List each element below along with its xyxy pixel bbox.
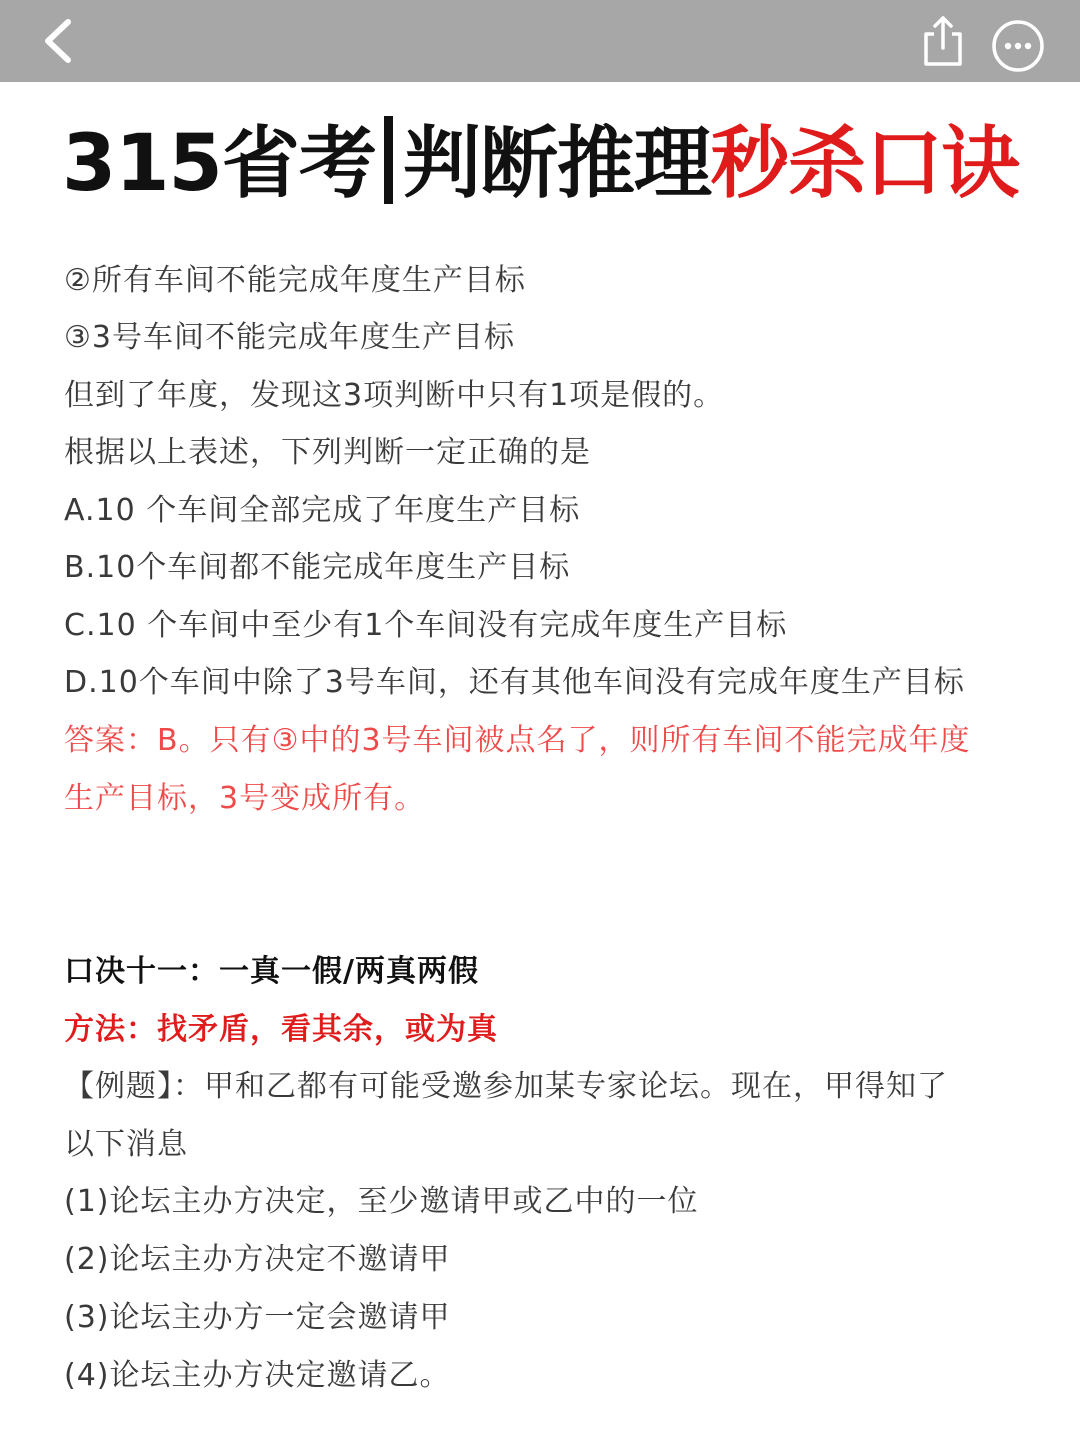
- example-item-2: (2)论坛主办方决定不邀请甲: [64, 1242, 451, 1277]
- example-line-1: 【例题】：甲和乙都有可能受邀参加某专家论坛。现在，甲得知了: [64, 1069, 948, 1104]
- statement-3: ③3号车间不能完成年度生产目标: [64, 320, 515, 355]
- top-navigation-bar: [0, 0, 1080, 82]
- option-d: D.10个车间中除了3号车间，还有其他车间没有完成年度生产目标: [64, 665, 965, 700]
- answer-line-1: 答案：B。只有③中的3号车间被点名了，则所有车间不能完成年度: [64, 723, 971, 758]
- example-item-4: (4)论坛主办方决定邀请乙。: [64, 1358, 451, 1393]
- premise-text: 但到了年度，发现这3项判断中只有1项是假的。: [64, 378, 725, 413]
- example-item-3: (3)论坛主办方一定会邀请甲: [64, 1300, 451, 1335]
- method-text: 方法：找矛盾，看其余，或为真: [64, 1012, 498, 1047]
- statement-2: ②所有车间不能完成年度生产目标: [64, 263, 526, 298]
- example-line-2: 以下消息: [64, 1127, 188, 1162]
- example-item-1: (1)论坛主办方决定，至少邀请甲或乙中的一位: [64, 1184, 699, 1219]
- chevron-left-icon[interactable]: [34, 16, 84, 66]
- title-part2: 判断推理: [402, 119, 711, 209]
- share-icon[interactable]: [916, 14, 970, 68]
- option-c: C.10 个车间中至少有1个车间没有完成年度生产目标: [64, 608, 788, 643]
- answer-line-2: 生产目标，3号变成所有。: [64, 781, 426, 816]
- title-divider: [384, 116, 393, 204]
- section-heading: 口决十一：一真一假/两真两假: [64, 954, 479, 989]
- title-highlight: 秒杀口诀: [710, 119, 1019, 209]
- more-icon[interactable]: [990, 18, 1046, 74]
- title-part1: 315省考: [62, 119, 376, 209]
- question-text: 根据以上表述，下列判断一定正确的是: [64, 435, 591, 470]
- option-a: A.10 个车间全部完成了年度生产目标: [64, 493, 581, 528]
- option-b: B.10个车间都不能完成年度生产目标: [64, 550, 571, 585]
- page-title: [62, 112, 1042, 216]
